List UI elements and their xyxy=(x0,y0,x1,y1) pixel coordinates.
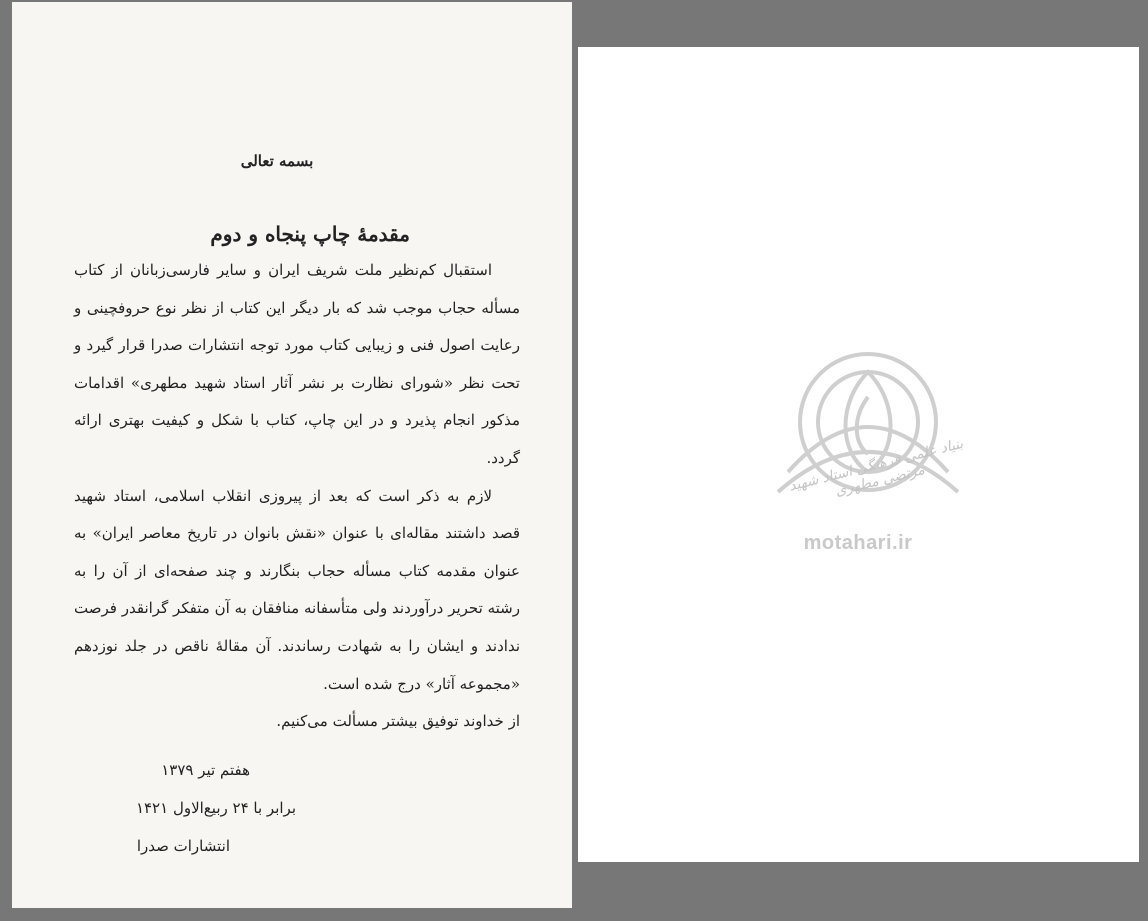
paragraph: لازم به ذکر است که بعد از پیروزی انقلاب اسلامی، استاد شهید قصد داشتند مقاله‌ای با عنوان «نقش بانوان در تاریخ معاصر ایران» به عنوان مقدمه کتاب مسأله حجاب بنگارند و چند صفحه‌ای از آن را به رشته تحریر درآوردند ولی متأسفانه منافقان به آن متفکر گرانقدر فرصت ندادند و ایشان را به شهادت رساندند. آن مقالهٔ ناقص در جلد نوزدهم «مجموعه آثار» درج شده است. xyxy=(74,486,520,693)
watermark-caption: بنیاد علمی فرهنگی استاد شهید مرتضی مطهری xyxy=(787,435,965,500)
signoff-publisher: انتشارات صدرا xyxy=(136,836,230,855)
signoff-hijri-date: برابر با ۲۴ ربیع‌الاول ۱۴۲۱ xyxy=(135,798,296,817)
right-page xyxy=(578,47,1139,862)
watermark-url: motahari.ir xyxy=(803,532,913,554)
invocation: بسمه تعالی xyxy=(240,152,314,170)
signoff-date: هفتم تیر ۱۳۷۹ xyxy=(161,760,250,779)
paragraph: استقبال کم‌نظیر ملت شریف ایران و سایر فارسی‌زبانان از کتاب مسأله حجاب موجب شد که بار دیگر این کتاب از نظر نوع حروفچینی و رعایت اصول فنی و زیبایی کتاب مورد توجه انتشارات صدرا قرار گیرد و تحت نظر «شورای نظارت بر نشر آثار استاد شهید مطهری» اقدامات مذکور انجام پذیرد و در این چاپ، کتاب با شکل و کیفیت بهتری ارائه گردد. xyxy=(74,261,520,467)
preface-text-block xyxy=(74,152,520,865)
signoff xyxy=(74,751,520,865)
preface-heading: مقدمهٔ چاپ پنجاه و دوم xyxy=(210,222,410,246)
left-page xyxy=(12,2,572,908)
paragraph: از خداوند توفیق بیشتر مسألت می‌کنیم. xyxy=(276,712,520,731)
